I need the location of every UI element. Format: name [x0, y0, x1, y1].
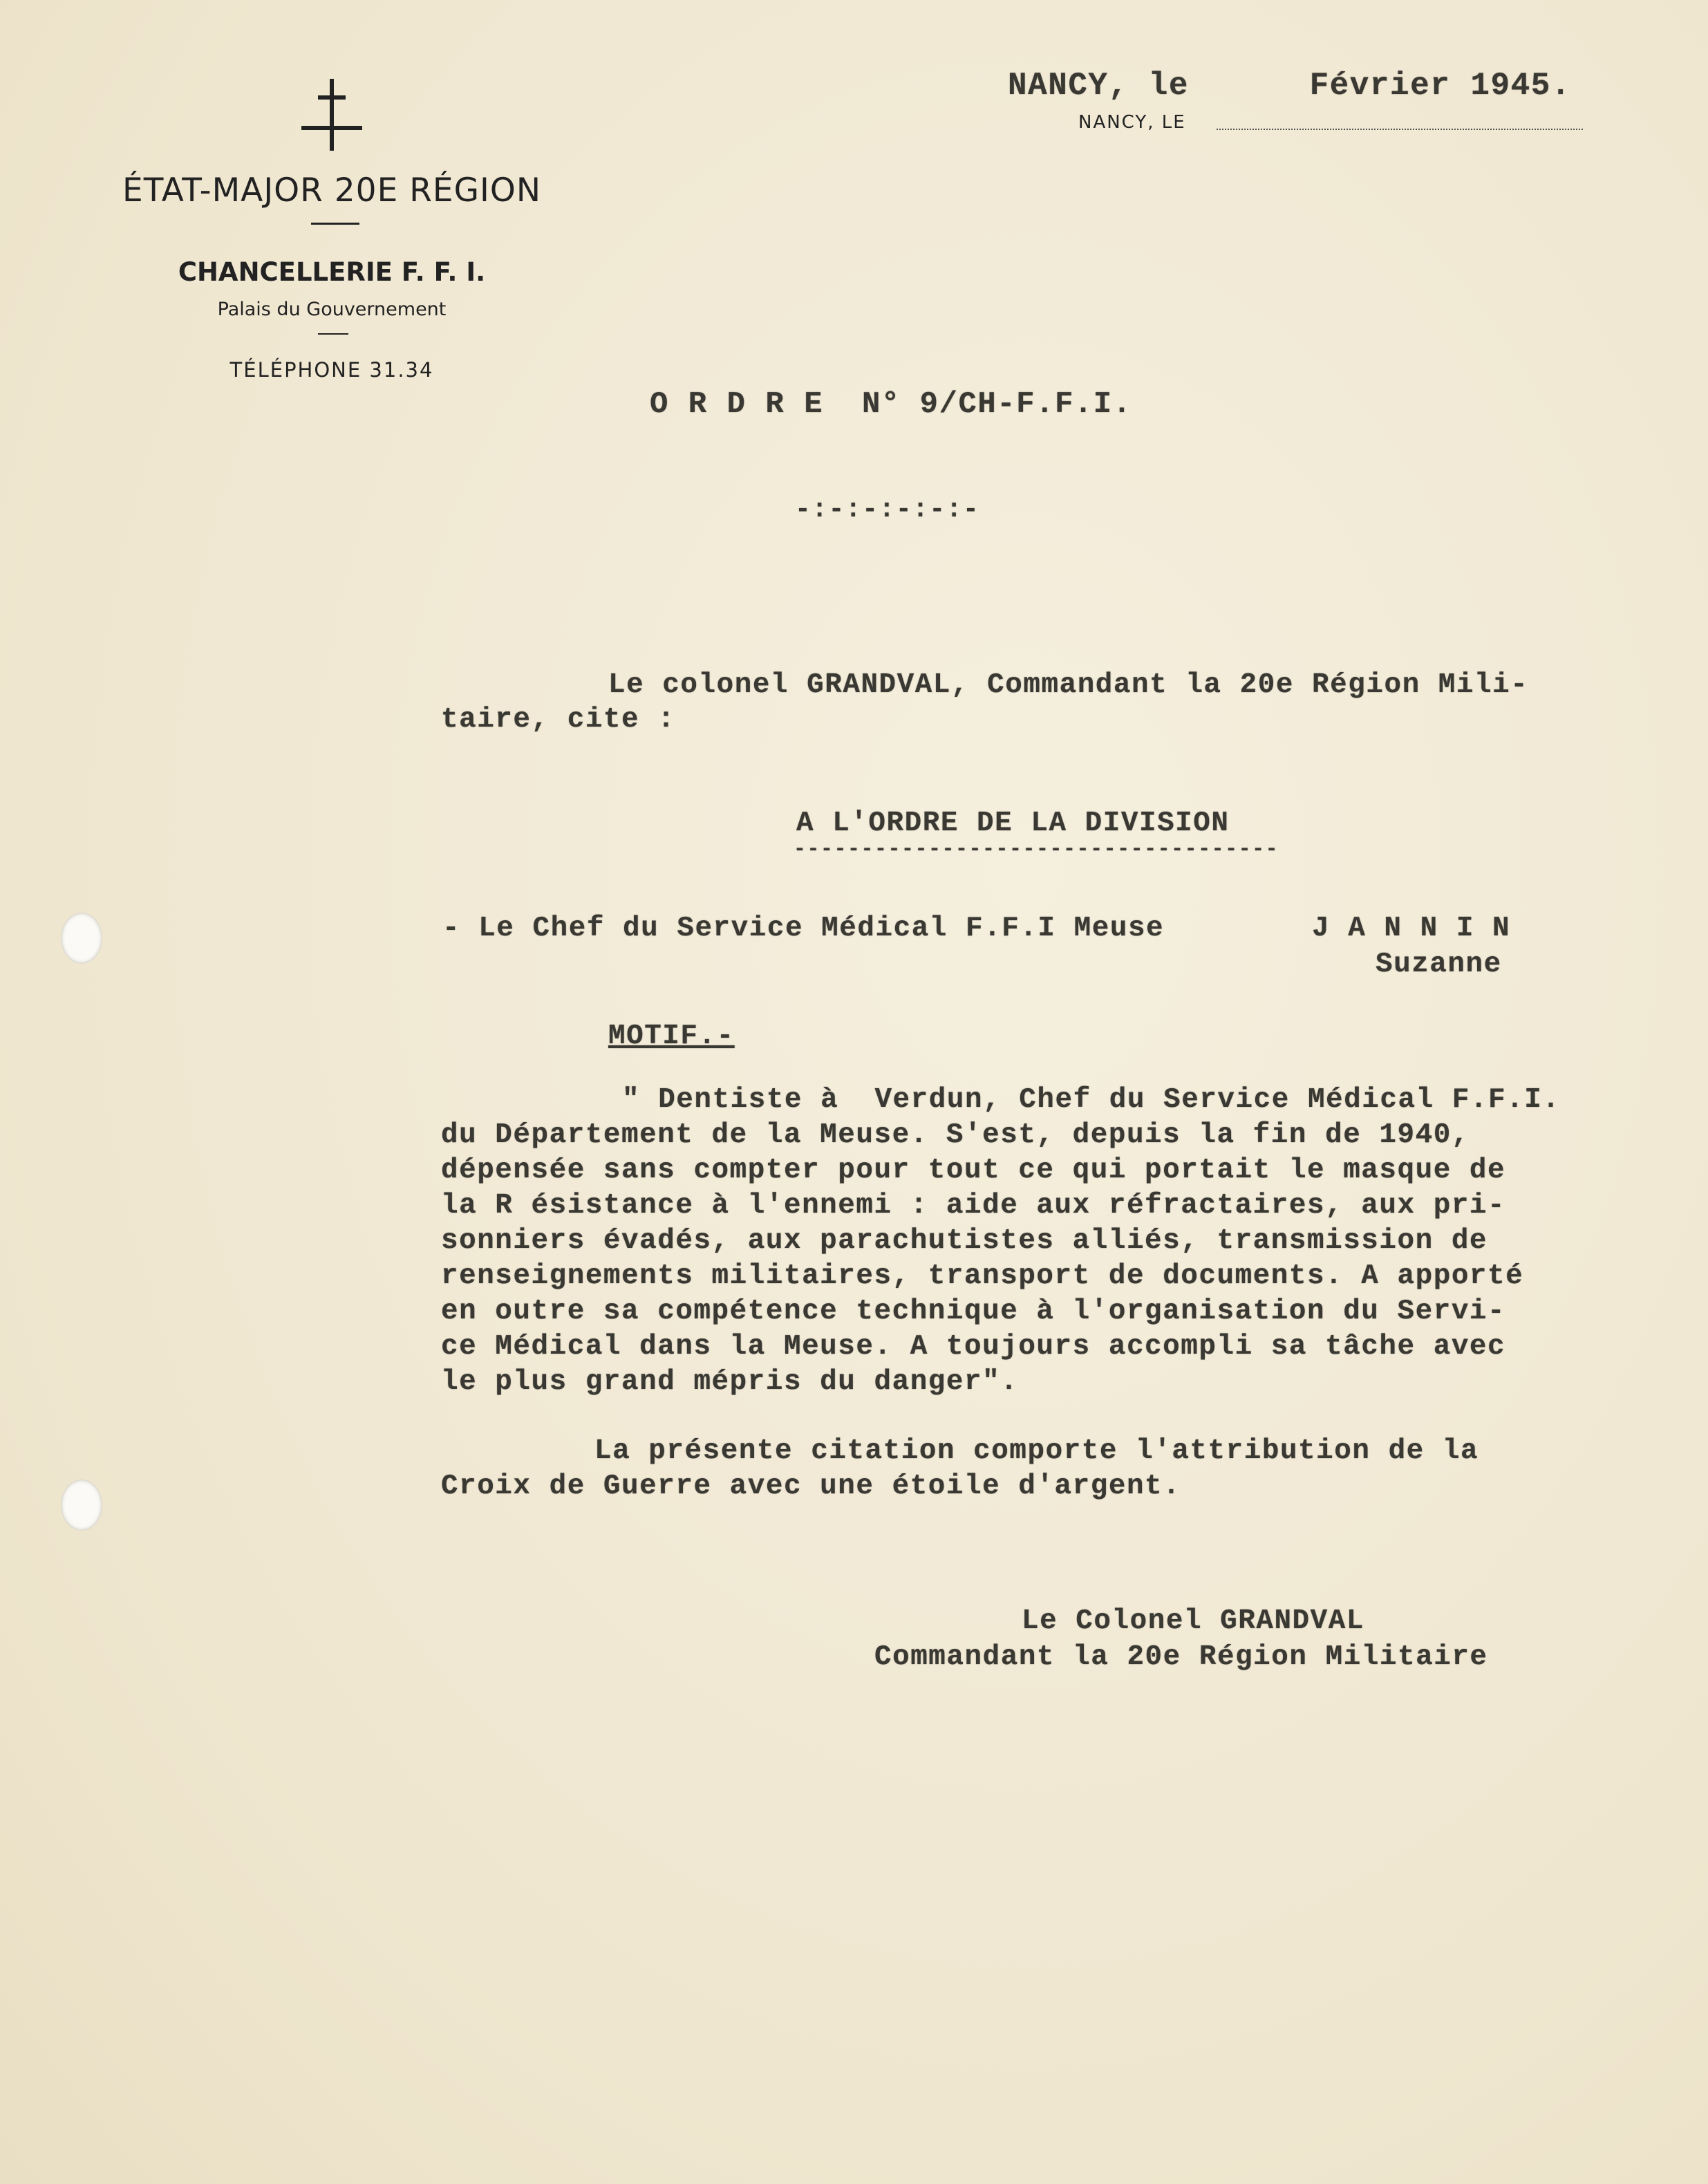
recipient-given-name: Suzanne [1376, 949, 1502, 980]
letterhead-divider [311, 223, 359, 225]
separator: -:-:-:-:-:- [795, 495, 980, 525]
award-line: La présente citation comporte l'attribution de la [594, 1435, 1479, 1467]
motif-text [441, 1083, 1560, 1400]
intro-line-1: Le colonel GRANDVAL, Commandant la 20e Région Mili- [608, 669, 1529, 701]
recipient-surname: J A N N I N [1312, 913, 1511, 944]
typed-date: NANCY, le Février 1945. [1008, 68, 1571, 104]
punch-hole-top [61, 913, 102, 964]
award-line: Croix de Guerre avec une étoile d'argent. [441, 1471, 1181, 1502]
letterhead-divider-small [318, 333, 348, 335]
motif-line: dépensée sans compter pour tout ce qui portait le masque de [441, 1155, 1506, 1186]
printed-date-label: NANCY, LE [1078, 112, 1186, 133]
motif-label: MOTIF.- [608, 1020, 735, 1052]
recipient-line: - Le Chef du Service Médical F.F.I Meuse [442, 913, 1165, 944]
motif-line: en outre sa compétence technique à l'organisation du Servi- [441, 1296, 1506, 1327]
motif-line: le plus grand mépris du danger". [441, 1366, 1019, 1398]
headquarters-title: ÉTAT-MAJOR 20E RÉGION [122, 171, 541, 209]
award-text [441, 1434, 1479, 1504]
motif-line: du Département de la Meuse. S'est, depuis la fin de 1940, [441, 1119, 1470, 1151]
motif-line: sonniers évadés, aux parachutistes alliés, transmission de [441, 1225, 1488, 1257]
office-name: CHANCELLERIE F. F. I. [178, 257, 486, 287]
motif-line: ce Médical dans la Meuse. A toujours accompli sa tâche avec [441, 1331, 1506, 1363]
intro-line-2: taire, cite : [441, 704, 676, 736]
order-title: O R D R E N° 9/CH-F.F.I. [650, 387, 1132, 422]
signature-title: Commandant la 20e Région Militaire [874, 1641, 1488, 1673]
date-dotted-line [1217, 129, 1583, 130]
motif-line: renseignements militaires, transport de documents. A apporté [441, 1260, 1524, 1292]
office-address: Palais du Gouvernement [217, 299, 447, 320]
punch-hole-bottom [61, 1480, 102, 1531]
signature-name: Le Colonel GRANDVAL [1022, 1605, 1364, 1637]
citation-level-underline: ------------------------------------ [794, 838, 1279, 861]
cross-of-lorraine-icon [299, 76, 365, 153]
telephone-number: TÉLÉPHONE 31.34 [229, 358, 434, 382]
motif-line: " Dentiste à Verdun, Chef du Service Médical F.F.I. [622, 1084, 1561, 1116]
citation-level: A L'ORDRE DE LA DIVISION [796, 808, 1230, 839]
motif-line: la R ésistance à l'ennemi : aide aux réfractaires, aux pri- [441, 1190, 1506, 1222]
